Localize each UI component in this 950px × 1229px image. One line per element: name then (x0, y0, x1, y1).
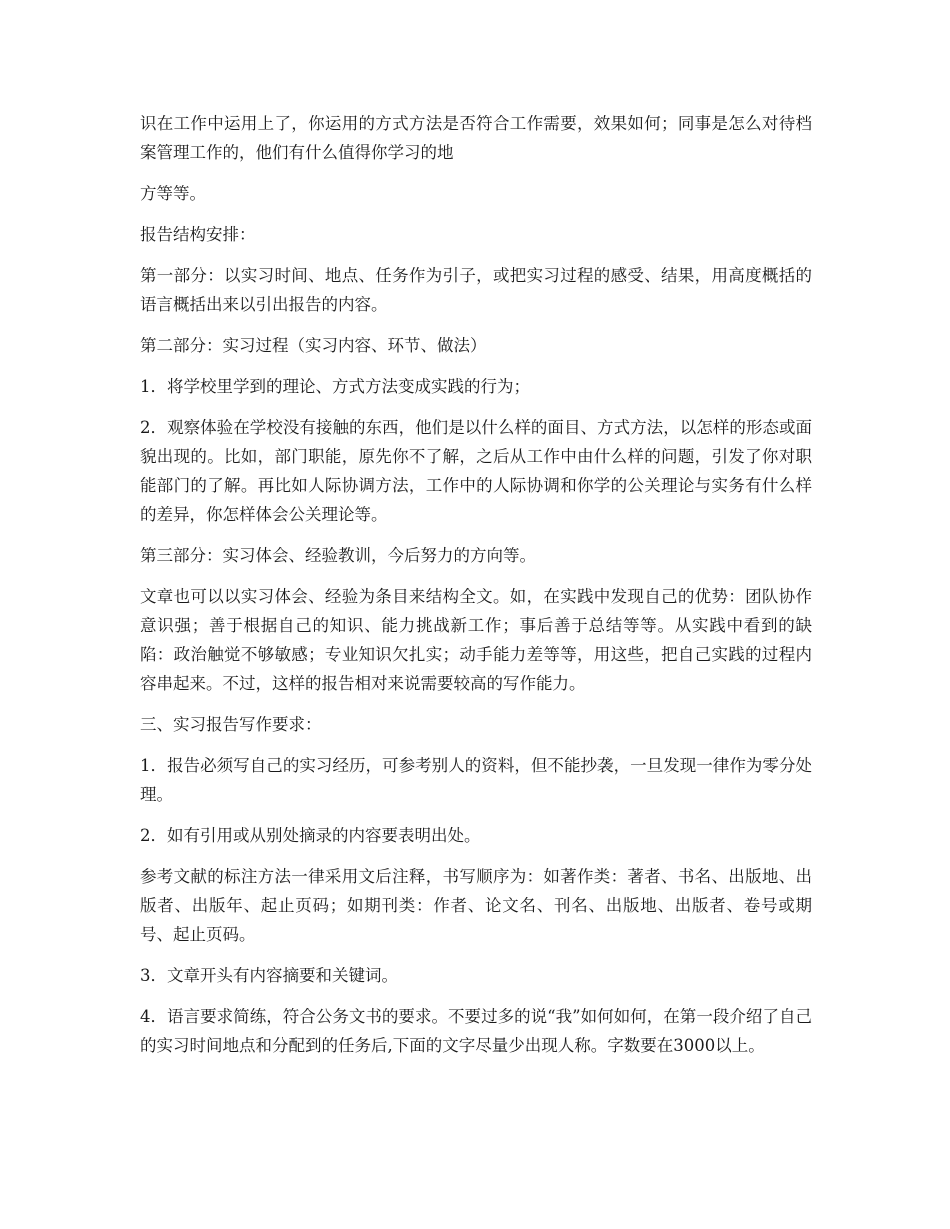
paragraph-15: 4．语言要求简练，符合公务文书的要求。不要过多的说“我”如何如何，在第一段介绍了自己的实习时间地点和分配到的任务后,下面的文字尽量少出现人称。字数要在3000以上。 (140, 1007, 812, 1055)
document-body (140, 109, 812, 1072)
paragraph-1: 识在工作中运用上了，你运用的方式方法是否符合工作需要，效果如何；同事是怎么对待档案管理工作的，他们有什么值得你学习的地 (140, 114, 812, 162)
paragraph-3: 报告结构安排： (140, 225, 256, 244)
paragraph-4: 第一部分：以实习时间、地点、任务作为引子，或把实习过程的感受、结果，用高度概括的语言概括出来以引出报告的内容。 (140, 266, 812, 314)
paragraph-14: 3．文章开头有内容摘要和关键词。 (140, 966, 398, 985)
paragraph-12: 2．如有引用或从别处摘录的内容要表明出处。 (140, 826, 481, 845)
paragraph-10: 三、实习报告写作要求： (140, 715, 322, 734)
paragraph-5: 第二部分：实习过程（实习内容、环节、做法） (140, 336, 487, 355)
paragraph-11: 1．报告必须写自己的实习经历，可参考别人的资料，但不能抄袭，一旦发现一律作为零分处理。 (140, 756, 812, 804)
paragraph-13: 参考文献的标注方法一律采用文后注释，书写顺序为：如著作类：著者、书名、出版地、出版者、出版年、起止页码；如期刊类：作者、论文名、刊名、出版地、出版者、卷号或期号、起止页码。 (140, 867, 812, 944)
paragraph-9: 文章也可以以实习体会、经验为条目来结构全文。如，在实践中发现自己的优势：团队协作意识强；善于根据自己的知识、能力挑战新工作；事后善于总结等等。从实践中看到的缺陷：政治触觉不够敏感；专业知识欠扎实；动手能力差等等，用这些，把自己实践的过程内容串起来。不过，这样的报告相对来说需要较高的写作能力。 (140, 587, 812, 693)
paragraph-6: 1．将学校里学到的理论、方式方法变成实践的行为； (140, 377, 530, 396)
paragraph-8: 第三部分：实习体会、经验教训，今后努力的方向等。 (140, 546, 536, 565)
paragraph-2: 方等等。 (140, 184, 206, 203)
paragraph-7: 2．观察体验在学校没有接触的东西，他们是以什么样的面目、方式方法，以怎样的形态或面貌出现的。比如，部门职能，原先你不了解，之后从工作中由什么样的问题，引发了你对职能部门的了解。再比如人际协调方法，工作中的人际协调和你学的公关理论与实务有什么样的差异，你怎样体会公关理论等。 (140, 418, 812, 524)
